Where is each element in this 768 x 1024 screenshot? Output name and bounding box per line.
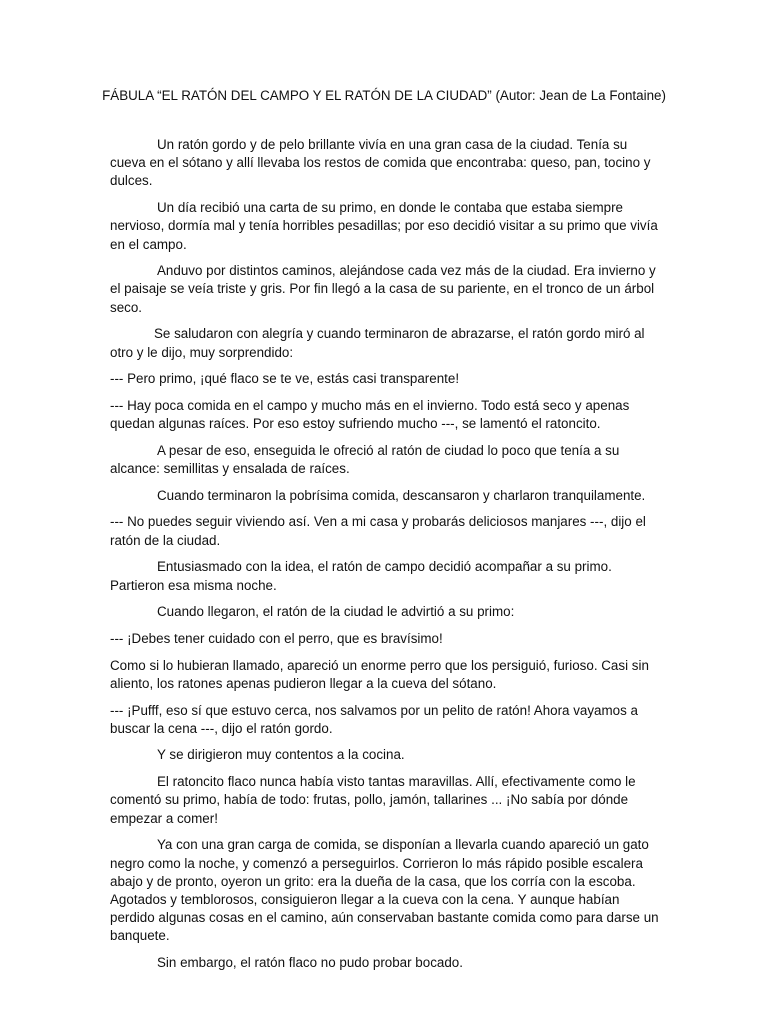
dialogue-paragraph: --- ¡Pufff, eso sí que estuvo cerca, nos salvamos por un pelito de ratón! Ahora vayamos a buscar la cena ---, dijo el ratón gordo.	[110, 702, 638, 736]
paragraph: Como si lo hubieran llamado, apareció un enorme perro que los persiguió, furioso. Casi sin aliento, los ratones apenas pudieron llegar a la cueva del sótano.	[110, 657, 649, 691]
paragraph: Entusiasmado con la idea, el ratón de campo decidió acompañar a su primo. Partieron esa misma noche.	[110, 559, 612, 593]
dialogue-paragraph: --- No puedes seguir viviendo así. Ven a mi casa y probarás deliciosos manjares ---, dijo el ratón de la ciudad.	[110, 514, 646, 548]
document-body	[110, 136, 665, 981]
paragraph: Se saludaron con alegría y cuando terminaron de abrazarse, el ratón gordo miró al otro y le dijo, muy sorprendido:	[110, 326, 645, 360]
paragraph: Sin embargo, el ratón flaco no pudo probar bocado.	[157, 955, 463, 971]
dialogue-paragraph: --- Pero primo, ¡qué flaco se te ve, estás casi transparente!	[110, 371, 460, 387]
paragraph: Anduvo por distintos caminos, alejándose cada vez más de la ciudad. Era invierno y el paisaje se veía triste y gris. Por fin llegó a la casa de su pariente, en el tronco de un árbol seco.	[110, 263, 656, 315]
paragraph: Un ratón gordo y de pelo brillante vivía en una gran casa de la ciudad. Tenía su cueva en el sótano y allí llevaba los restos de comida que encontraba: queso, pan, tocino y dulces.	[110, 137, 651, 189]
document-title: FÁBULA “EL RATÓN DEL CAMPO Y EL RATÓN DE LA CIUDAD” (Autor: Jean de La Fontaine)	[102, 88, 666, 103]
paragraph: Ya con una gran carga de comida, se disponían a llevarla cuando apareció un gato negro como la noche, y comenzó a perseguirlos. Corrieron lo más rápido posible escalera abajo y de pronto, oyeron un grito: era la dueña de la casa, que los corría con la escoba. Agotados y temblorosos, consiguieron llegar a la cueva con la cena. Y aunque habían perdido algunas cosas en el camino, aún conservaban bastante comida como para darse un banquete.	[110, 837, 659, 944]
paragraph: Y se dirigieron muy contentos a la cocina.	[157, 747, 405, 763]
paragraph: A pesar de eso, enseguida le ofreció al ratón de ciudad lo poco que tenía a su alcance: semillitas y ensalada de raíces.	[110, 442, 620, 477]
paragraph: Un día recibió una carta de su primo, en donde le contaba que estaba siempre nervioso, dormía mal y tenía horribles pesadillas; por eso decidió visitar a su primo que vivía en el campo.	[110, 200, 658, 252]
dialogue-paragraph: --- Hay poca comida en el campo y mucho más en el invierno. Todo está seco y apenas quedan algunas raíces. Por eso estoy sufriendo mucho ---, se lamentó el ratoncito.	[110, 397, 630, 432]
dialogue-paragraph: --- ¡Debes tener cuidado con el perro, que es bravísimo!	[110, 630, 443, 646]
paragraph: El ratoncito flaco nunca había visto tantas maravillas. Allí, efectivamente como le comentó su primo, había de todo: frutas, pollo, jamón, tallarines ... ¡No sabía por dónde empezar a comer!	[110, 774, 636, 826]
paragraph: Cuando llegaron, el ratón de la ciudad le advirtió a su primo:	[157, 604, 515, 620]
paragraph: Cuando terminaron la pobrísima comida, descansaron y charlaron tranquilamente.	[157, 487, 646, 503]
